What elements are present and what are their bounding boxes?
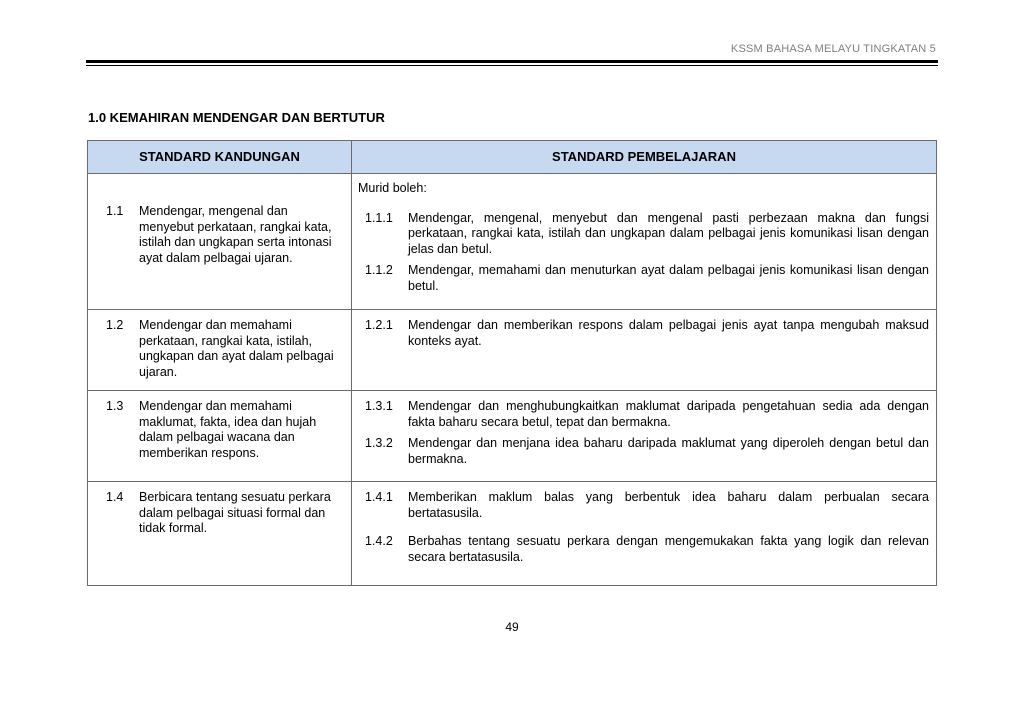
item-text: Memberikan maklum balas yang berbentuk idea baharu dalam perbualan secara bertatasusila. — [408, 490, 929, 520]
kandungan-number: 1.4 — [106, 490, 124, 504]
item-number: 1.1.1 — [365, 210, 393, 225]
list-item — [358, 263, 929, 294]
kandungan-item — [88, 490, 351, 537]
item-number: 1.3.1 — [365, 399, 393, 413]
kandungan-number: 1.3 — [106, 399, 124, 413]
kandungan-number: 1.2 — [106, 318, 124, 332]
pembelajaran-cell — [352, 482, 937, 586]
kandungan-item — [88, 204, 351, 266]
item-number: 1.4.2 — [365, 534, 393, 548]
pembelajaran-cell — [352, 174, 937, 310]
kandungan-number: 1.1 — [106, 204, 124, 218]
item-text: Mendengar, memahami dan menuturkan ayat dalam pelbagai jenis komunikasi lisan dengan betul. — [408, 263, 929, 293]
kandungan-item — [88, 399, 351, 461]
kandungan-cell — [88, 174, 352, 310]
header-standard-kandungan: STANDARD KANDUNGAN — [88, 141, 352, 174]
intro-text: Murid boleh: — [358, 181, 427, 195]
header-rule-thick — [86, 60, 938, 63]
table-row — [88, 391, 937, 482]
kandungan-text: Mendengar dan memahami maklumat, fakta, idea dan hujah dalam pelbagai wacana dan memberikan respons. — [139, 399, 317, 460]
kandungan-text: Mendengar dan memahami perkataan, rangkai kata, istilah, ungkapan dan ayat dalam pelbagai ujaran. — [139, 318, 334, 379]
table-row — [88, 310, 937, 391]
header-standard-pembelajaran: STANDARD PEMBELAJARAN — [352, 141, 937, 174]
list-item — [358, 534, 929, 565]
pembelajaran-cell — [352, 310, 937, 391]
list-item — [358, 211, 929, 258]
pembelajaran-cell — [352, 391, 937, 482]
document-header-title: KSSM BAHASA MELAYU TINGKATAN 5 — [730, 43, 936, 55]
list-item — [358, 318, 929, 349]
standards-table — [87, 140, 937, 586]
item-number: 1.4.1 — [365, 490, 393, 504]
kandungan-cell — [88, 391, 352, 482]
kandungan-item — [88, 318, 351, 380]
page-number: 49 — [505, 620, 519, 634]
list-item — [358, 490, 929, 521]
item-number: 1.1.2 — [365, 263, 393, 277]
list-item — [358, 436, 929, 467]
kandungan-cell — [88, 482, 352, 586]
kandungan-text: Mendengar, mengenal dan menyebut perkataan, rangkai kata, istilah dan ungkapan serta intonasi ayat dalam pelbagai ujaran. — [139, 204, 332, 265]
kandungan-cell — [88, 310, 352, 391]
item-text: Mendengar, mengenal, menyebut dan mengenal pasti perbezaan makna dan fungsi perkataan, rangkai kata, istilah dan ungkapan dalam pelbagai jenis komunikasi lisan dengan jelas dan betul. — [408, 210, 929, 256]
table-row — [88, 174, 937, 310]
item-number: 1.2.1 — [365, 318, 393, 332]
item-text: Mendengar dan menghubungkaitkan maklumat daripada pengetahuan sedia ada dengan fakta baharu secara betul, tepat dan bermakna. — [408, 399, 929, 429]
item-text: Mendengar dan menjana idea baharu daripada maklumat yang diperoleh dengan betul dan bermakna. — [408, 436, 929, 466]
table-header-row — [88, 141, 937, 174]
item-text: Mendengar dan memberikan respons dalam pelbagai jenis ayat tanpa mengubah maksud konteks ayat. — [408, 318, 929, 348]
item-text: Berbahas tentang sesuatu perkara dengan mengemukakan fakta yang logik dan relevan secara bertatasusila. — [408, 534, 929, 564]
kandungan-text: Berbicara tentang sesuatu perkara dalam pelbagai situasi formal dan tidak formal. — [139, 490, 331, 535]
section-title: 1.0 KEMAHIRAN MENDENGAR DAN BERTUTUR — [88, 110, 385, 125]
list-item — [358, 399, 929, 430]
item-number: 1.3.2 — [365, 436, 393, 450]
header-rule-thin — [86, 65, 938, 66]
table-row — [88, 482, 937, 586]
